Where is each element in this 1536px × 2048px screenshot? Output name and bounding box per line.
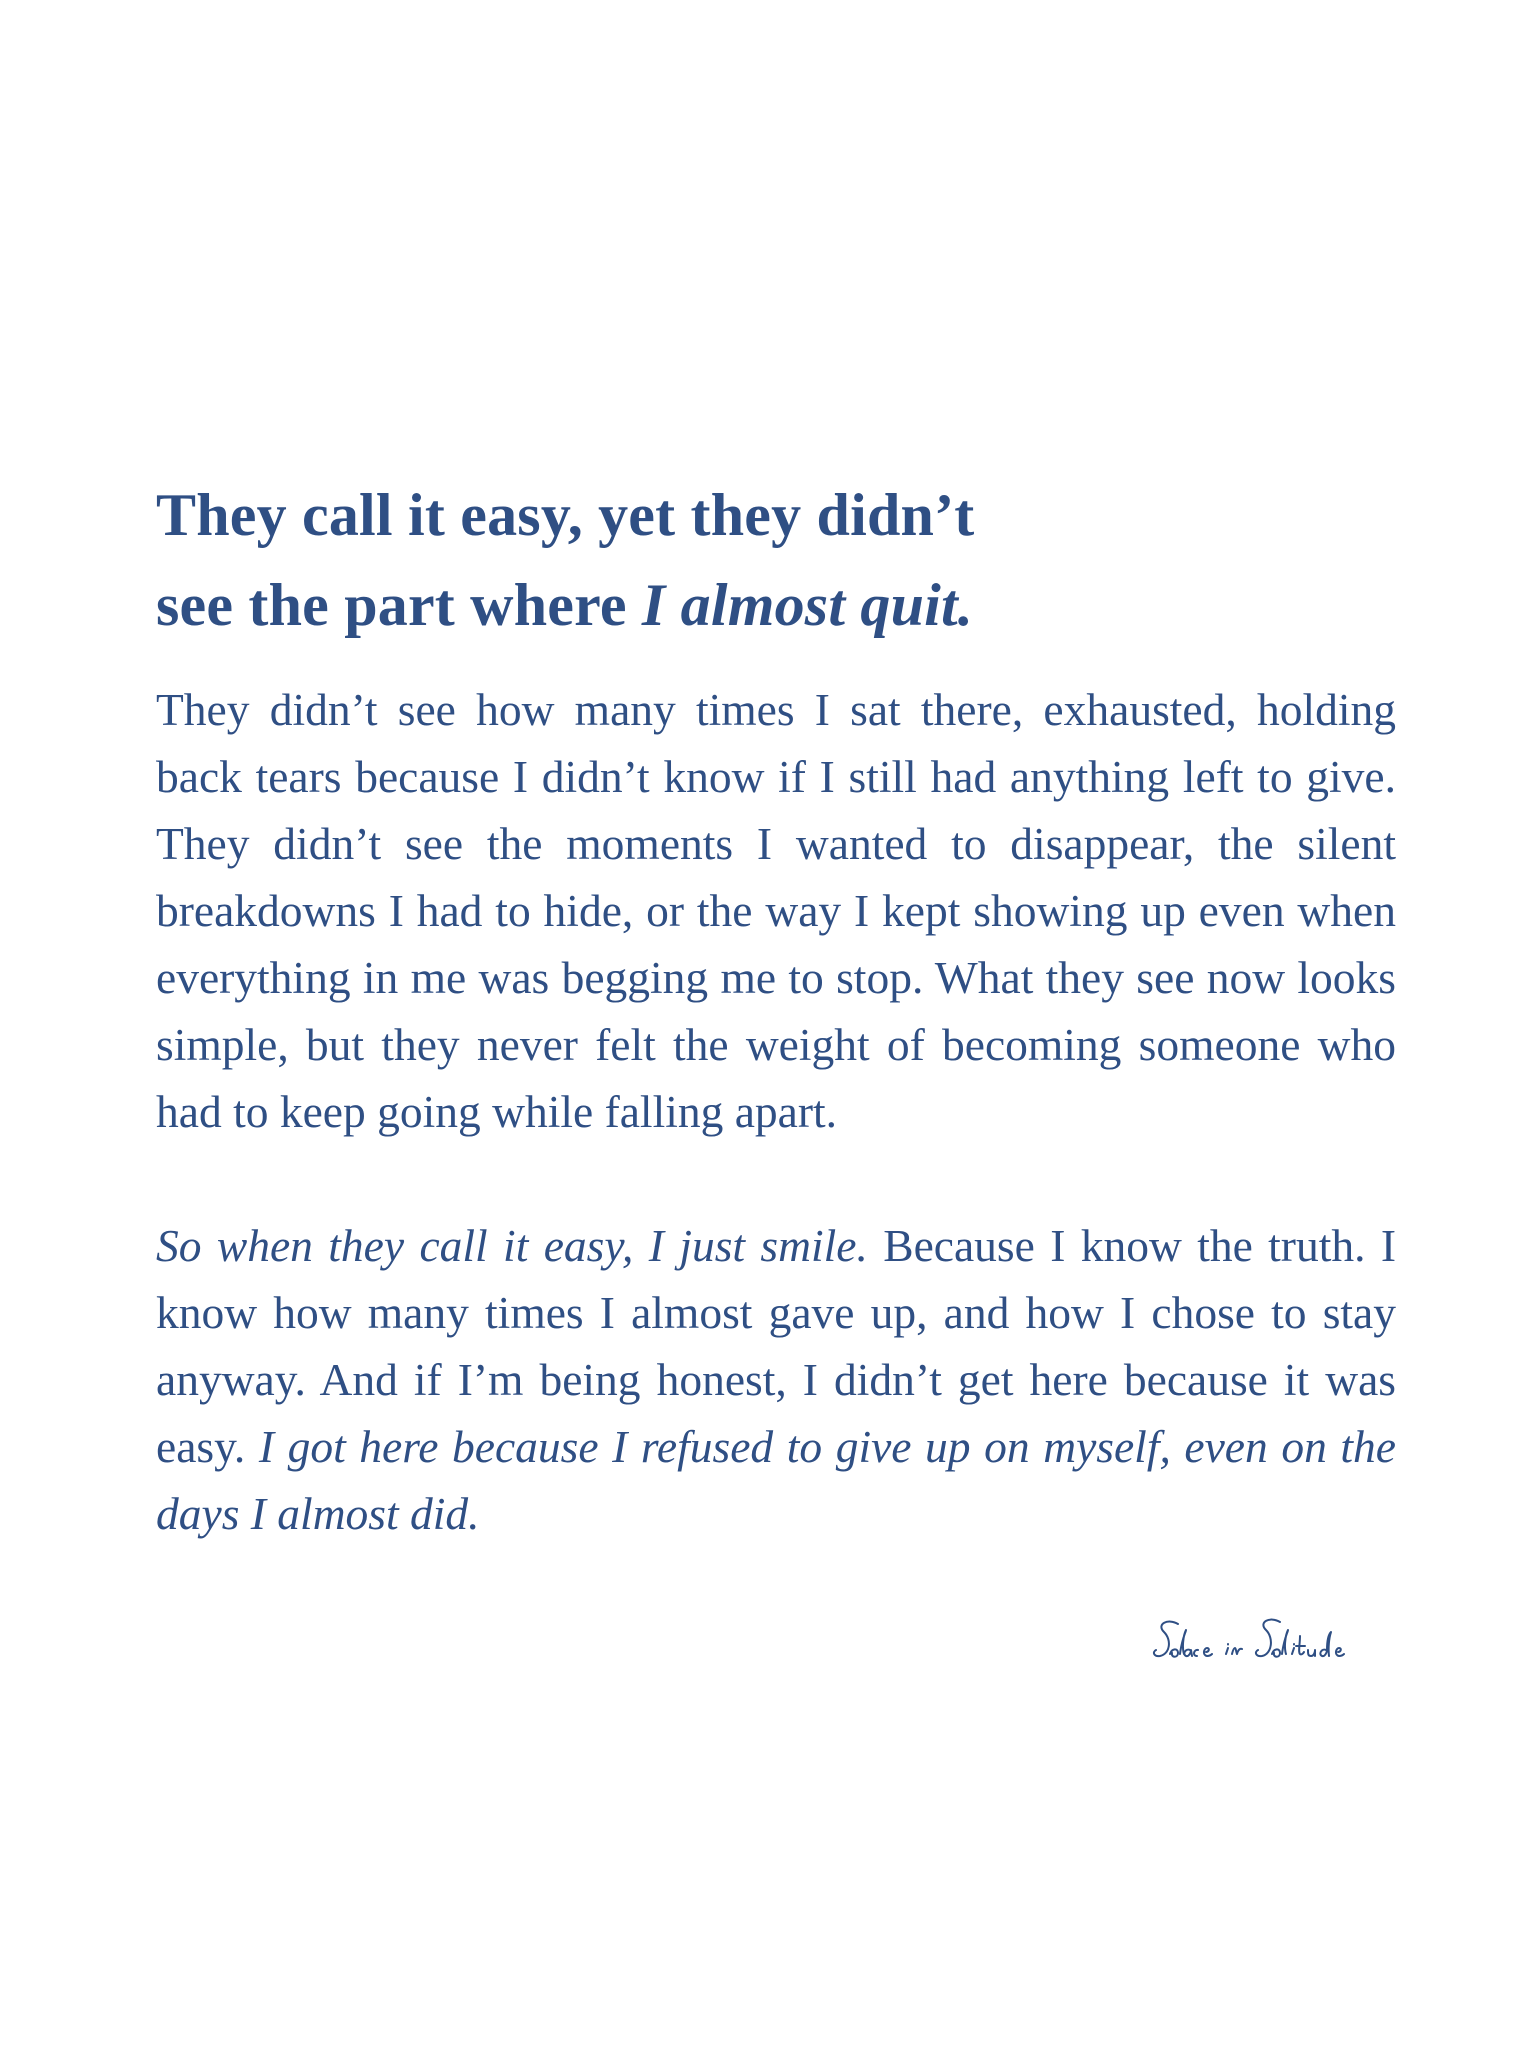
heading-line-1: They call it easy, yet they didn’t	[156, 482, 975, 548]
paragraph-2-italic-end: I got here because I refused to give up on myself, even on the days I almost did.	[156, 1421, 1396, 1539]
heading-line-2-prefix: see the part where	[156, 572, 642, 638]
paragraph-2-middle: Because I know the truth. I know how many times I almost gave up, and how I chose to stay anyway. And if I’m being honest, I didn’t get here because it was easy.	[156, 1220, 1396, 1472]
paragraph-2-italic-start: So when they call it easy, I just smile.	[156, 1220, 868, 1271]
signature-script-icon	[1150, 1614, 1390, 1678]
body-paragraph-2	[156, 1212, 1396, 1547]
signature-logo	[1150, 1614, 1390, 1678]
heading-emphasis: I almost quit.	[641, 572, 974, 638]
quote-content	[156, 470, 1396, 1547]
body-paragraph-1: They didn’t see how many times I sat there, exhausted, holding back tears because I didn’t know if I still had anything left to give. They didn’t see the moments I wanted to disappear, the silent breakdowns I had to hide, or the way I kept showing up even when everything in me was begging me to stop. What they see now looks simple, but they never felt the weight of becoming someone who had to keep going while falling apart.	[156, 684, 1396, 1137]
quote-heading	[156, 470, 1396, 650]
